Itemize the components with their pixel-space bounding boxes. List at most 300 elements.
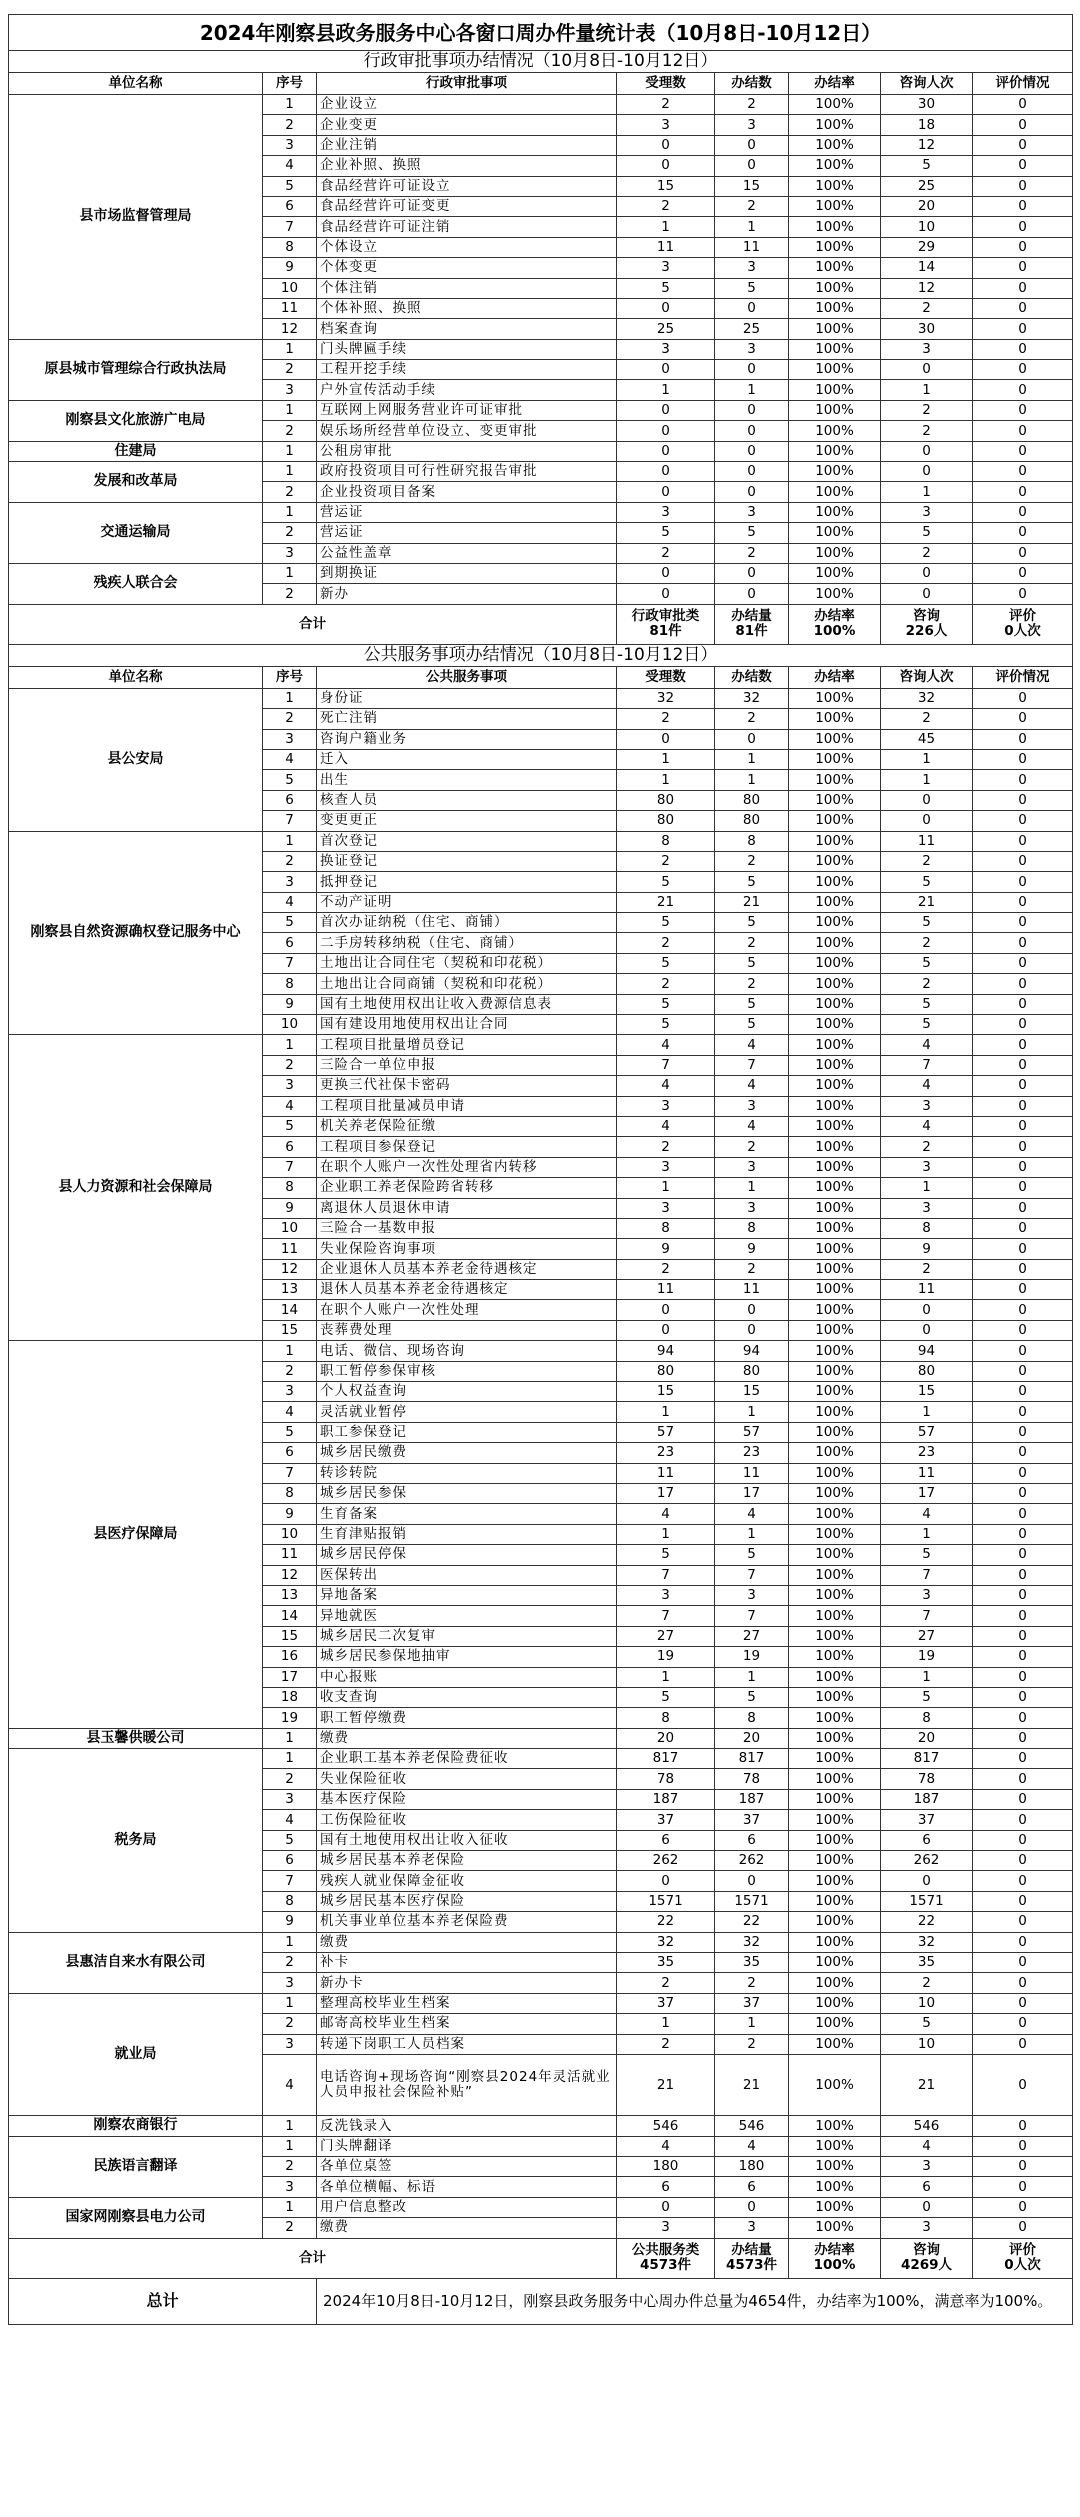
- completed-count: 262: [715, 1851, 789, 1871]
- accepted-count: 1: [617, 1402, 715, 1422]
- completion-rate: 100%: [789, 1341, 881, 1361]
- accepted-count: 0: [617, 360, 715, 380]
- rating: 0: [973, 709, 1073, 729]
- row-number: 8: [263, 237, 317, 257]
- rating: 0: [973, 339, 1073, 359]
- completion-rate: 100%: [789, 1320, 881, 1340]
- consultation-count: 5: [881, 523, 973, 543]
- completion-rate: 100%: [789, 892, 881, 912]
- unit-name: 刚察县文化旅游广电局: [9, 400, 263, 441]
- accepted-count: 7: [617, 1055, 715, 1075]
- consultation-count: 0: [881, 441, 973, 461]
- column-header: 受理数: [617, 73, 715, 95]
- completed-count: 6: [715, 2177, 789, 2197]
- consultation-count: 5: [881, 1545, 973, 1565]
- completed-count: 17: [715, 1484, 789, 1504]
- consultation-count: 14: [881, 258, 973, 278]
- completed-count: 0: [715, 421, 789, 441]
- consultation-count: 0: [881, 1320, 973, 1340]
- rating: 0: [973, 1810, 1073, 1830]
- row-number: 3: [263, 872, 317, 892]
- rating: 0: [973, 563, 1073, 583]
- accepted-count: 4: [617, 2136, 715, 2156]
- completed-count: 1: [715, 380, 789, 400]
- statistics-table: [8, 14, 1073, 2325]
- item-name: 企业职工基本养老保险费征收: [317, 1749, 617, 1769]
- completion-rate: 100%: [789, 1035, 881, 1055]
- consultation-count: 3: [881, 1198, 973, 1218]
- item-name: 公益性盖章: [317, 543, 617, 563]
- rating: 0: [973, 729, 1073, 749]
- total-value: 4573件: [725, 2257, 778, 2274]
- consultation-count: 35: [881, 1952, 973, 1972]
- rating: 0: [973, 1280, 1073, 1300]
- completion-rate: 100%: [789, 709, 881, 729]
- consultation-count: 12: [881, 278, 973, 298]
- rating: 0: [973, 994, 1073, 1014]
- completed-count: 32: [715, 688, 789, 708]
- consultation-count: 0: [881, 563, 973, 583]
- consultation-count: 1: [881, 482, 973, 502]
- accepted-count: 0: [617, 421, 715, 441]
- completed-count: 0: [715, 400, 789, 420]
- completion-rate: 100%: [789, 1402, 881, 1422]
- completed-count: 22: [715, 1912, 789, 1932]
- completed-count: 37: [715, 1810, 789, 1830]
- consultation-count: 5: [881, 156, 973, 176]
- completed-count: 1: [715, 217, 789, 237]
- accepted-count: 27: [617, 1626, 715, 1646]
- accepted-count: 1: [617, 380, 715, 400]
- accepted-count: 2: [617, 1137, 715, 1157]
- accepted-count: 2: [617, 1973, 715, 1993]
- item-name: 各单位横幅、标语: [317, 2177, 617, 2197]
- rating: 0: [973, 1382, 1073, 1402]
- rating: 0: [973, 1422, 1073, 1442]
- accepted-count: 35: [617, 1952, 715, 1972]
- accepted-count: 37: [617, 1993, 715, 2013]
- row-number: 2: [263, 482, 317, 502]
- item-name: 国有土地使用权出让收入费源信息表: [317, 994, 617, 1014]
- item-name: 门头牌匾手续: [317, 339, 617, 359]
- row-number: 8: [263, 1178, 317, 1198]
- item-name: 首次办证纳税（住宅、商铺）: [317, 913, 617, 933]
- rating: 0: [973, 872, 1073, 892]
- row-number: 5: [263, 1422, 317, 1442]
- completion-rate: 100%: [789, 770, 881, 790]
- rating: 0: [973, 1320, 1073, 1340]
- item-name: 企业退休人员基本养老金待遇核定: [317, 1259, 617, 1279]
- row-number: 3: [263, 1382, 317, 1402]
- completion-rate: 100%: [789, 1585, 881, 1605]
- accepted-count: 3: [617, 1096, 715, 1116]
- item-name: 企业投资项目备案: [317, 482, 617, 502]
- column-header: 评价情况: [973, 666, 1073, 688]
- accepted-count: 1571: [617, 1891, 715, 1911]
- accepted-count: 3: [617, 115, 715, 135]
- row-number: 6: [263, 196, 317, 216]
- completion-rate: 100%: [789, 523, 881, 543]
- item-name: 食品经营许可证设立: [317, 176, 617, 196]
- total-value: 81件: [735, 623, 768, 640]
- completion-rate: 100%: [789, 1687, 881, 1707]
- row-number: 3: [263, 1789, 317, 1809]
- rating: 0: [973, 749, 1073, 769]
- rating: 0: [973, 1871, 1073, 1891]
- row-number: 4: [263, 749, 317, 769]
- completed-count: 25: [715, 319, 789, 339]
- rating: 0: [973, 523, 1073, 543]
- rating: 0: [973, 1443, 1073, 1463]
- item-name: 城乡居民缴费: [317, 1443, 617, 1463]
- accepted-count: 0: [617, 400, 715, 420]
- item-name: 工程项目批量减员申请: [317, 1096, 617, 1116]
- completion-rate: 100%: [789, 1484, 881, 1504]
- accepted-count: 0: [617, 1300, 715, 1320]
- item-name: 土地出让合同商铺（契税和印花税）: [317, 974, 617, 994]
- table-row: [9, 2197, 1073, 2217]
- column-header: 序号: [263, 73, 317, 95]
- row-number: 2: [263, 115, 317, 135]
- rating: 0: [973, 1912, 1073, 1932]
- completion-rate: 100%: [789, 380, 881, 400]
- column-header: 单位名称: [9, 73, 263, 95]
- unit-name: 住建局: [9, 441, 263, 461]
- item-name: 生育津贴报销: [317, 1524, 617, 1544]
- completed-count: 0: [715, 441, 789, 461]
- column-header: 公共服务事项: [317, 666, 617, 688]
- row-number: 4: [263, 892, 317, 912]
- row-number: 2: [263, 421, 317, 441]
- completed-count: 0: [715, 729, 789, 749]
- accepted-count: 180: [617, 2157, 715, 2177]
- row-number: 2: [263, 584, 317, 604]
- accepted-count: 8: [617, 1218, 715, 1238]
- accepted-count: 5: [617, 872, 715, 892]
- completed-count: 1: [715, 1402, 789, 1422]
- accepted-count: 3: [617, 258, 715, 278]
- item-name: 异地就医: [317, 1606, 617, 1626]
- completion-rate: 100%: [789, 1096, 881, 1116]
- accepted-count: 23: [617, 1443, 715, 1463]
- consultation-count: 11: [881, 1463, 973, 1483]
- completion-rate: 100%: [789, 974, 881, 994]
- completion-rate: 100%: [789, 2157, 881, 2177]
- row-number: 3: [263, 1076, 317, 1096]
- item-name: 档案查询: [317, 319, 617, 339]
- completed-count: 11: [715, 1463, 789, 1483]
- rating: 0: [973, 360, 1073, 380]
- completion-rate: 100%: [789, 360, 881, 380]
- accepted-count: 2: [617, 933, 715, 953]
- item-name: 死亡注销: [317, 709, 617, 729]
- completion-rate: 100%: [789, 790, 881, 810]
- rating: 0: [973, 135, 1073, 155]
- accepted-count: 4: [617, 1076, 715, 1096]
- row-number: 10: [263, 1015, 317, 1035]
- completed-count: 80: [715, 1361, 789, 1381]
- accepted-count: 21: [617, 2054, 715, 2115]
- consultation-count: 0: [881, 360, 973, 380]
- item-name: 城乡居民基本养老保险: [317, 1851, 617, 1871]
- accepted-count: 5: [617, 1545, 715, 1565]
- completion-rate: 100%: [789, 1851, 881, 1871]
- row-number: 1: [263, 831, 317, 851]
- consultation-count: 4: [881, 1504, 973, 1524]
- table-row: [9, 563, 1073, 583]
- total-value: 0人次: [1004, 2257, 1041, 2274]
- consultation-count: 27: [881, 1626, 973, 1646]
- summary-text: 2024年10月8日-10月12日，刚察县政务服务中心周办件总量为4654件，办结率为100%，满意率为100%。: [317, 2278, 1073, 2324]
- table-row: [9, 462, 1073, 482]
- completion-rate: 100%: [789, 1443, 881, 1463]
- item-name: 新办: [317, 584, 617, 604]
- completion-rate: 100%: [789, 1871, 881, 1891]
- rating: 0: [973, 1239, 1073, 1259]
- rating: 0: [973, 1789, 1073, 1809]
- row-number: 11: [263, 1239, 317, 1259]
- row-number: 1: [263, 95, 317, 115]
- accepted-count: 0: [617, 2197, 715, 2217]
- consultation-count: 5: [881, 2014, 973, 2034]
- row-number: 3: [263, 1973, 317, 1993]
- completed-count: 57: [715, 1422, 789, 1442]
- rating: 0: [973, 95, 1073, 115]
- completed-count: 5: [715, 278, 789, 298]
- completed-count: 1: [715, 770, 789, 790]
- accepted-count: 5: [617, 953, 715, 973]
- rating: 0: [973, 1035, 1073, 1055]
- completed-count: 1: [715, 2014, 789, 2034]
- item-name: 城乡居民基本医疗保险: [317, 1891, 617, 1911]
- accepted-count: 1: [617, 1524, 715, 1544]
- accepted-count: 57: [617, 1422, 715, 1442]
- accepted-count: 2: [617, 709, 715, 729]
- accepted-count: 4: [617, 1116, 715, 1136]
- consultation-count: 5: [881, 872, 973, 892]
- completion-rate: 100%: [789, 2197, 881, 2217]
- admin-total-row: [9, 604, 1073, 644]
- consultation-count: 5: [881, 994, 973, 1014]
- item-name: 不动产证明: [317, 892, 617, 912]
- consultation-count: 8: [881, 1708, 973, 1728]
- total-header: 咨询: [913, 2242, 940, 2259]
- accepted-count: 2: [617, 196, 715, 216]
- accepted-count: 0: [617, 729, 715, 749]
- consultation-count: 1: [881, 1524, 973, 1544]
- completed-count: 546: [715, 2116, 789, 2136]
- rating: 0: [973, 1769, 1073, 1789]
- rating: 0: [973, 2177, 1073, 2197]
- consultation-count: 22: [881, 1912, 973, 1932]
- completed-count: 3: [715, 1096, 789, 1116]
- item-name: 职工暂停缴费: [317, 1708, 617, 1728]
- row-number: 1: [263, 339, 317, 359]
- consultation-count: 1: [881, 1178, 973, 1198]
- total-cell: [715, 2238, 789, 2278]
- consultation-count: 7: [881, 1606, 973, 1626]
- completion-rate: 100%: [789, 872, 881, 892]
- rating: 0: [973, 811, 1073, 831]
- table-row: [9, 2136, 1073, 2156]
- rating: 0: [973, 2116, 1073, 2136]
- completion-rate: 100%: [789, 1932, 881, 1952]
- completed-count: 2: [715, 933, 789, 953]
- row-number: 1: [263, 2136, 317, 2156]
- completion-rate: 100%: [789, 1422, 881, 1442]
- item-name: 咨询户籍业务: [317, 729, 617, 749]
- total-header: 行政审批类: [631, 608, 700, 625]
- completion-rate: 100%: [789, 278, 881, 298]
- consultation-count: 3: [881, 1585, 973, 1605]
- consultation-count: 3: [881, 502, 973, 522]
- completed-count: 0: [715, 462, 789, 482]
- completed-count: 5: [715, 953, 789, 973]
- item-name: 营运证: [317, 502, 617, 522]
- completed-count: 3: [715, 502, 789, 522]
- table-row: [9, 1749, 1073, 1769]
- rating: 0: [973, 1891, 1073, 1911]
- row-number: 3: [263, 729, 317, 749]
- rating: 0: [973, 1137, 1073, 1157]
- item-name: 个体注销: [317, 278, 617, 298]
- table-row: [9, 688, 1073, 708]
- item-name: 户外宣传活动手续: [317, 380, 617, 400]
- item-name: 离退休人员退休申请: [317, 1198, 617, 1218]
- completion-rate: 100%: [789, 2136, 881, 2156]
- item-name: 迁入: [317, 749, 617, 769]
- consultation-count: 2: [881, 543, 973, 563]
- row-number: 2: [263, 1055, 317, 1075]
- consultation-count: 30: [881, 95, 973, 115]
- consultation-count: 20: [881, 1728, 973, 1748]
- total-header: 评价: [1009, 2242, 1036, 2259]
- consultation-count: 15: [881, 1382, 973, 1402]
- completed-count: 2: [715, 1259, 789, 1279]
- consultation-count: 4: [881, 1076, 973, 1096]
- table-row: [9, 1932, 1073, 1952]
- accepted-count: 0: [617, 156, 715, 176]
- item-name: 邮寄高校毕业生档案: [317, 2014, 617, 2034]
- item-name: 首次登记: [317, 831, 617, 851]
- row-number: 1: [263, 563, 317, 583]
- row-number: 2: [263, 1952, 317, 1972]
- completed-count: 19: [715, 1647, 789, 1667]
- consultation-count: 57: [881, 1422, 973, 1442]
- rating: 0: [973, 1647, 1073, 1667]
- completion-rate: 100%: [789, 339, 881, 359]
- completion-rate: 100%: [789, 994, 881, 1014]
- completed-count: 0: [715, 1871, 789, 1891]
- item-name: 企业设立: [317, 95, 617, 115]
- column-header: 办结数: [715, 666, 789, 688]
- item-name: 中心报账: [317, 1667, 617, 1687]
- consultation-count: 2: [881, 933, 973, 953]
- rating: 0: [973, 1076, 1073, 1096]
- unit-name: 县玉馨供暖公司: [9, 1728, 263, 1748]
- completion-rate: 100%: [789, 196, 881, 216]
- accepted-count: 22: [617, 1912, 715, 1932]
- total-cell: [617, 604, 715, 644]
- total-value: 4269人: [900, 2257, 953, 2274]
- consultation-count: 2: [881, 400, 973, 420]
- completion-rate: 100%: [789, 1606, 881, 1626]
- consultation-count: 2: [881, 851, 973, 871]
- rating: 0: [973, 584, 1073, 604]
- item-name: 国有建设用地使用权出让合同: [317, 1015, 617, 1035]
- item-name: 转诊转院: [317, 1463, 617, 1483]
- rating: 0: [973, 1728, 1073, 1748]
- consultation-count: 3: [881, 2218, 973, 2238]
- row-number: 12: [263, 319, 317, 339]
- rating: 0: [973, 688, 1073, 708]
- row-number: 10: [263, 1218, 317, 1238]
- unit-name: 发展和改革局: [9, 462, 263, 503]
- item-name: 个体补照、换照: [317, 298, 617, 318]
- item-name: 三险合一单位申报: [317, 1055, 617, 1075]
- accepted-count: 6: [617, 1830, 715, 1850]
- accepted-count: 3: [617, 502, 715, 522]
- consultation-count: 32: [881, 688, 973, 708]
- completed-count: 9: [715, 1239, 789, 1259]
- completion-rate: 100%: [789, 1218, 881, 1238]
- rating: 0: [973, 1952, 1073, 1972]
- accepted-count: 2: [617, 974, 715, 994]
- rating: 0: [973, 892, 1073, 912]
- completed-count: 7: [715, 1606, 789, 1626]
- accepted-count: 2: [617, 851, 715, 871]
- completion-rate: 100%: [789, 95, 881, 115]
- completed-count: 0: [715, 156, 789, 176]
- row-number: 7: [263, 1463, 317, 1483]
- total-cell: [973, 2238, 1073, 2278]
- accepted-count: 546: [617, 2116, 715, 2136]
- completion-rate: 100%: [789, 217, 881, 237]
- item-name: 到期换证: [317, 563, 617, 583]
- accepted-count: 11: [617, 1280, 715, 1300]
- completed-count: 187: [715, 1789, 789, 1809]
- item-name: 公租房审批: [317, 441, 617, 461]
- completed-count: 5: [715, 872, 789, 892]
- completion-rate: 100%: [789, 421, 881, 441]
- rating: 0: [973, 543, 1073, 563]
- column-header: 咨询人次: [881, 73, 973, 95]
- item-name: 职工参保登记: [317, 1422, 617, 1442]
- total-cell: [881, 604, 973, 644]
- consultation-count: 5: [881, 953, 973, 973]
- item-name: 换证登记: [317, 851, 617, 871]
- rating: 0: [973, 1830, 1073, 1850]
- consultation-count: 2: [881, 709, 973, 729]
- accepted-count: 0: [617, 298, 715, 318]
- consultation-count: 262: [881, 1851, 973, 1871]
- completed-count: 3: [715, 115, 789, 135]
- completed-count: 5: [715, 1545, 789, 1565]
- completed-count: 2: [715, 2034, 789, 2054]
- completion-rate: 100%: [789, 1973, 881, 1993]
- completion-rate: 100%: [789, 2014, 881, 2034]
- item-name: 个人权益查询: [317, 1382, 617, 1402]
- consultation-count: 2: [881, 1259, 973, 1279]
- row-number: 3: [263, 543, 317, 563]
- row-number: 9: [263, 258, 317, 278]
- item-name: 新办卡: [317, 1973, 617, 1993]
- completion-rate: 100%: [789, 543, 881, 563]
- completed-count: 1: [715, 749, 789, 769]
- accepted-count: 6: [617, 2177, 715, 2197]
- item-name: 失业保险咨询事项: [317, 1239, 617, 1259]
- row-number: 9: [263, 1198, 317, 1218]
